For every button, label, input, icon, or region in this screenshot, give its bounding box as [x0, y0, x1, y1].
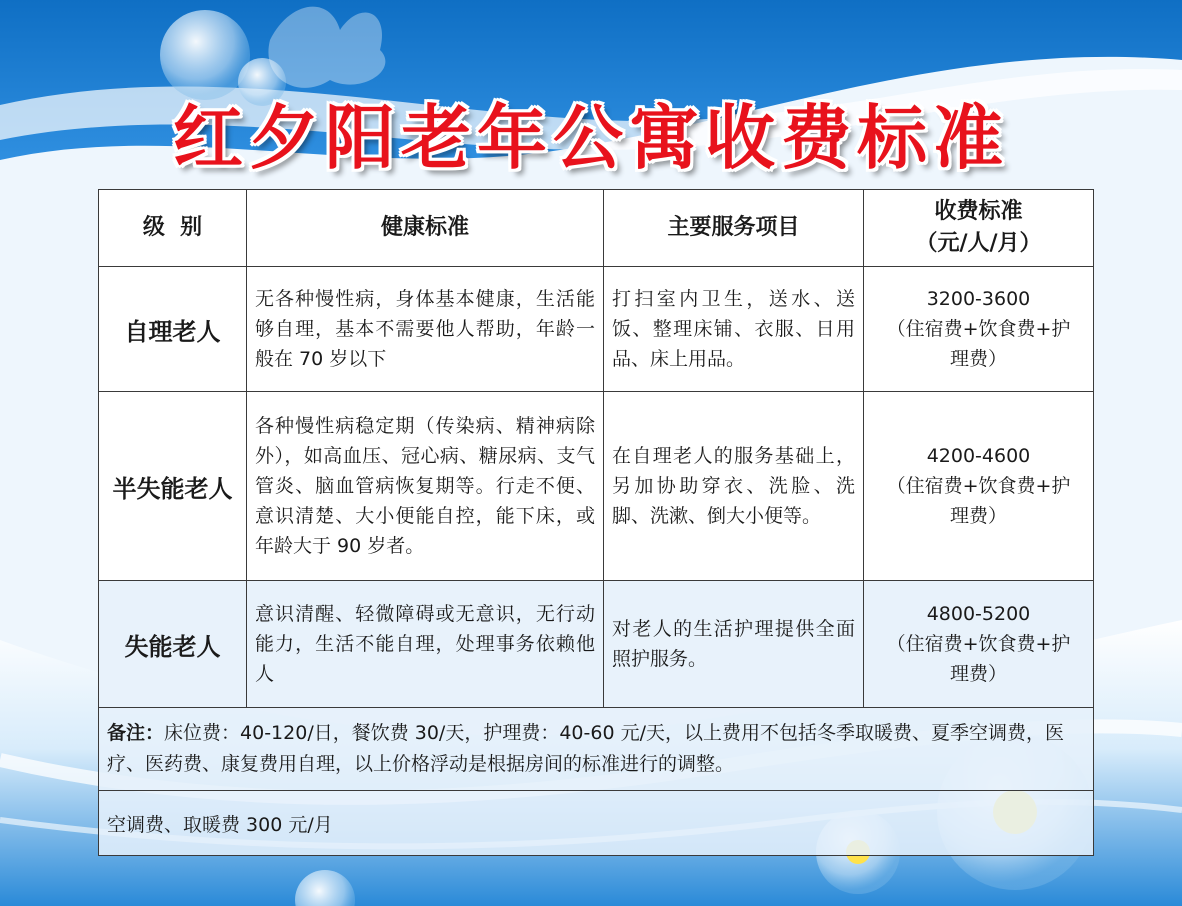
row-health: 无各种慢性病，身体基本健康，生活能够自理，基本不需要他人帮助，年龄一般在 70 岁以下 — [247, 267, 604, 392]
table-row — [99, 392, 1094, 581]
table-row — [99, 267, 1094, 392]
header-fee — [864, 190, 1094, 267]
header-health: 健康标准 — [247, 190, 604, 267]
page-title: 红夕阳老年公寓收费标准 — [173, 97, 1009, 179]
row-fee — [864, 267, 1094, 392]
row-fee-note: （住宿费+饮食费+护理费） — [886, 633, 1071, 685]
row-service: 对老人的生活护理提供全面照护服务。 — [604, 581, 864, 708]
table-row — [99, 581, 1094, 708]
header-fee-line1: 收费标准 — [934, 199, 1023, 224]
row-service: 打扫室内卫生，送水、送饭、整理床铺、衣服、日用品、床上用品。 — [604, 267, 864, 392]
row-fee-note: （住宿费+饮食费+护理费） — [886, 475, 1071, 527]
row-fee-note: （住宿费+饮食费+护理费） — [886, 318, 1071, 370]
row-health: 各种慢性病稳定期（传染病、精神病除外），如高血压、冠心病、糖尿病、支气管炎、脑血管病恢复期等。行走不便、意识清楚、大小便能自控，能下床，或年龄大于 90 岁者。 — [247, 392, 604, 581]
row-fee-range: 4200-4600 — [926, 445, 1031, 467]
note-label: 备注： — [107, 722, 165, 744]
ac-heating-row — [99, 791, 1094, 856]
row-level: 失能老人 — [99, 581, 247, 708]
row-fee — [864, 392, 1094, 581]
header-service: 主要服务项目 — [604, 190, 864, 267]
fee-table — [98, 189, 1094, 856]
header-fee-line2: （元/人/月） — [915, 231, 1042, 256]
row-fee — [864, 581, 1094, 708]
note-cell — [99, 708, 1094, 791]
row-service: 在自理老人的服务基础上，另加协助穿衣、洗脸、洗脚、洗漱、倒大小便等。 — [604, 392, 864, 581]
header-level: 级 别 — [99, 190, 247, 267]
row-level: 半失能老人 — [99, 392, 247, 581]
note-text: 床位费：40-120/日，餐饮费 30/天，护理费：40-60 元/天，以上费用不包括冬季取暖费、夏季空调费，医疗、医药费、康复费用自理，以上价格浮动是根据房间的标准进行的调整。 — [107, 722, 1064, 775]
row-health: 意识清醒、轻微障碍或无意识，无行动能力，生活不能自理，处理事务依赖他人 — [247, 581, 604, 708]
row-fee-range: 3200-3600 — [926, 288, 1031, 310]
row-level: 自理老人 — [99, 267, 247, 392]
ac-heating-text: 空调费、取暖费 300 元/月 — [99, 791, 1094, 856]
table-header-row — [99, 190, 1094, 267]
note-row — [99, 708, 1094, 791]
row-fee-range: 4800-5200 — [926, 603, 1031, 625]
